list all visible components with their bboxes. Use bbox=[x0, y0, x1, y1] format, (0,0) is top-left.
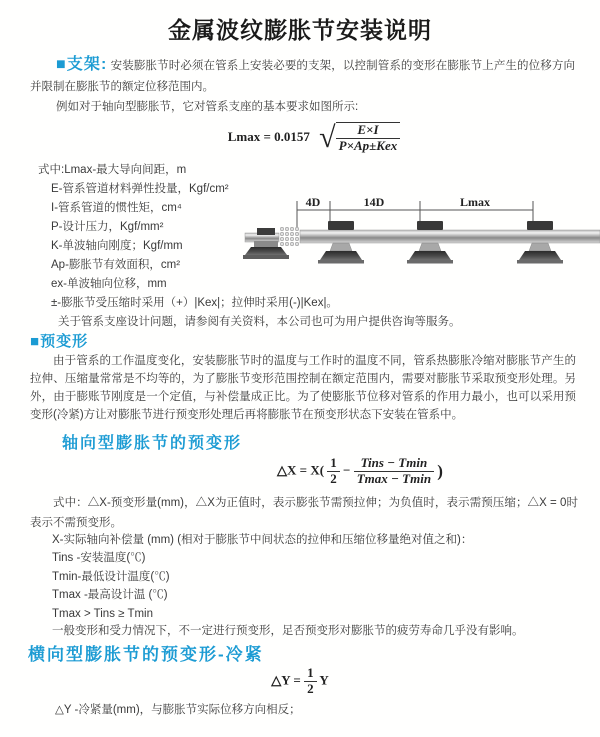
predeform-section-heading bbox=[30, 330, 88, 351]
support-heading-label: 支架: bbox=[66, 56, 108, 73]
formula-dx-minus: − bbox=[343, 462, 351, 478]
support-example-line: 例如对于轴向型膨胀节，它对管系支座的基本要求如图所示: bbox=[56, 101, 359, 113]
formula-dy-lhs: △Y = bbox=[271, 672, 301, 688]
formula-lmax bbox=[0, 122, 600, 154]
formula-dx-rhs: ) bbox=[437, 461, 443, 481]
support-section-heading bbox=[56, 56, 107, 73]
temp-inequality: Tmax > Tins ≥ Tmin bbox=[52, 607, 153, 620]
temp-tins: Tins -安装温度(℃) bbox=[52, 552, 146, 564]
anchor-clamp-top bbox=[257, 228, 275, 235]
formula-lmax-lhs: Lmax = 0.0157 bbox=[227, 128, 310, 144]
formula-dy-half bbox=[304, 666, 317, 697]
axial-note: 一般变形和受力情况下，不一定进行预变形，足否预变形对膨胀节的疲劳寿命几乎没有影响。 bbox=[52, 625, 524, 637]
support-paragraph bbox=[30, 55, 575, 97]
main-pipe bbox=[300, 230, 600, 243]
sqrt-symbol: √ bbox=[319, 120, 336, 154]
anchor-pedestal bbox=[245, 247, 287, 255]
def-p: P-设计压力，Kgf/mm² bbox=[51, 221, 164, 233]
predeform-heading-label: 预变形 bbox=[40, 333, 89, 350]
formula-lmax-numerator: E×I bbox=[357, 122, 379, 137]
half-denominator: 2 bbox=[327, 471, 340, 487]
formula-delta-y bbox=[0, 666, 600, 697]
temp-numerator: Tins − Tmin bbox=[360, 455, 428, 470]
half-numerator: 1 bbox=[330, 455, 337, 470]
formula-dx-temp-fraction bbox=[354, 456, 434, 487]
def-plusminus: ±-膨胀节受压缩时采用（+）|Kex|；拉伸时采用(-)|Kex|。 bbox=[51, 297, 338, 309]
support-note: 关于管系支座设计问题，请参阅有关资料，本公司也可为用户提供咨询等服务。 bbox=[58, 316, 461, 328]
temperature-definitions bbox=[52, 549, 170, 623]
predeform-body: 由于管系的工作温度变化，安装膨胀节时的温度与工作时的温度不同，管系热膨胀冷缩对膨胀节产生的拉伸、压缩量常常是不均等的，为了膨胀节变形范围控制在额定范围内，需要对膨胀节采取预变形处理。另外，由于膨账节刚度是一个定值，与补偿量成正比。为了使膨胀节位移对管系的作用力最小，也可以采用预变形(冷紧)方让对膨胀节进行预变形处理后再将膨胀节在预变形状态下安装在管系中。 bbox=[30, 355, 576, 421]
formula-lmax-denominator: P×Ap±Kex bbox=[336, 138, 401, 154]
def-ap: Ap-膨胀节有效面积，cm² bbox=[51, 259, 181, 271]
page-title: 金属波纹膨胀节安装说明 bbox=[168, 17, 432, 43]
dy-numerator: 1 bbox=[307, 665, 314, 680]
def-ex: ex-单波轴向位移，mm bbox=[51, 278, 167, 290]
formula-dx-lhs: △X = X( bbox=[277, 462, 325, 478]
anchor-clamp-bottom bbox=[254, 241, 278, 247]
formula-dx-half bbox=[327, 456, 340, 487]
anchor-base bbox=[243, 255, 289, 259]
temp-tmax: Tmax -最高设计温 (℃) bbox=[52, 589, 168, 602]
def-lmax: 式中:Lmax-最大导向间距，m bbox=[38, 164, 187, 176]
formula-dy-rhs: Y bbox=[319, 672, 329, 688]
dim-label-14d: 14D bbox=[363, 195, 385, 209]
bellows-section bbox=[280, 227, 298, 245]
formula-delta-x bbox=[0, 456, 600, 487]
lateral-sub-heading: 横向型膨胀节的预变形-冷紧 bbox=[28, 645, 264, 664]
def-i: I-管系管道的惯性矩，cm⁴ bbox=[51, 202, 182, 214]
lateral-y-definition: △Y -冷紧量(mm)，与膨胀节实际位移方向相反； bbox=[55, 704, 301, 716]
formula-lmax-fraction bbox=[336, 122, 401, 154]
dy-denominator: 2 bbox=[304, 681, 317, 697]
blue-square-icon: ■ bbox=[30, 333, 41, 350]
blue-square-icon: ■ bbox=[56, 56, 67, 73]
def-k: K-单波轴向刚度；Kgf/mm bbox=[51, 240, 183, 252]
temp-denominator: Tmax − Tmin bbox=[354, 471, 434, 487]
temp-tmin: Tmin-最低设计温度(℃) bbox=[52, 570, 170, 583]
axial-explain: 式中：△X-预变形量(mm)，△X为正值时，表示膨张节需预拉伸；为负值时，表示需预压缩；△X = 0时表示不需预变形。 bbox=[30, 497, 578, 529]
pipe-support-diagram bbox=[243, 193, 600, 288]
axial-sub-heading: 轴向型膨胀节的预变形 bbox=[62, 435, 243, 452]
axial-x-definition: X-实际轴向补偿量 (mm) (相对于膨胀节中间状态的拉伸和压缩位移量绝对值之和)： bbox=[52, 534, 473, 546]
dim-label-lmax: Lmax bbox=[460, 195, 490, 209]
def-e: E-管系管道材料弹性投量，Kgf/cm² bbox=[51, 183, 229, 195]
support-intro-text: 安装膨胀节时必须在管系上安装必要的支架，以控制管系的变形在膨胀节上产生的位移方向并限制在膨胀节的额定位移范围内。 bbox=[30, 60, 575, 93]
dim-label-4d: 4D bbox=[305, 195, 321, 209]
